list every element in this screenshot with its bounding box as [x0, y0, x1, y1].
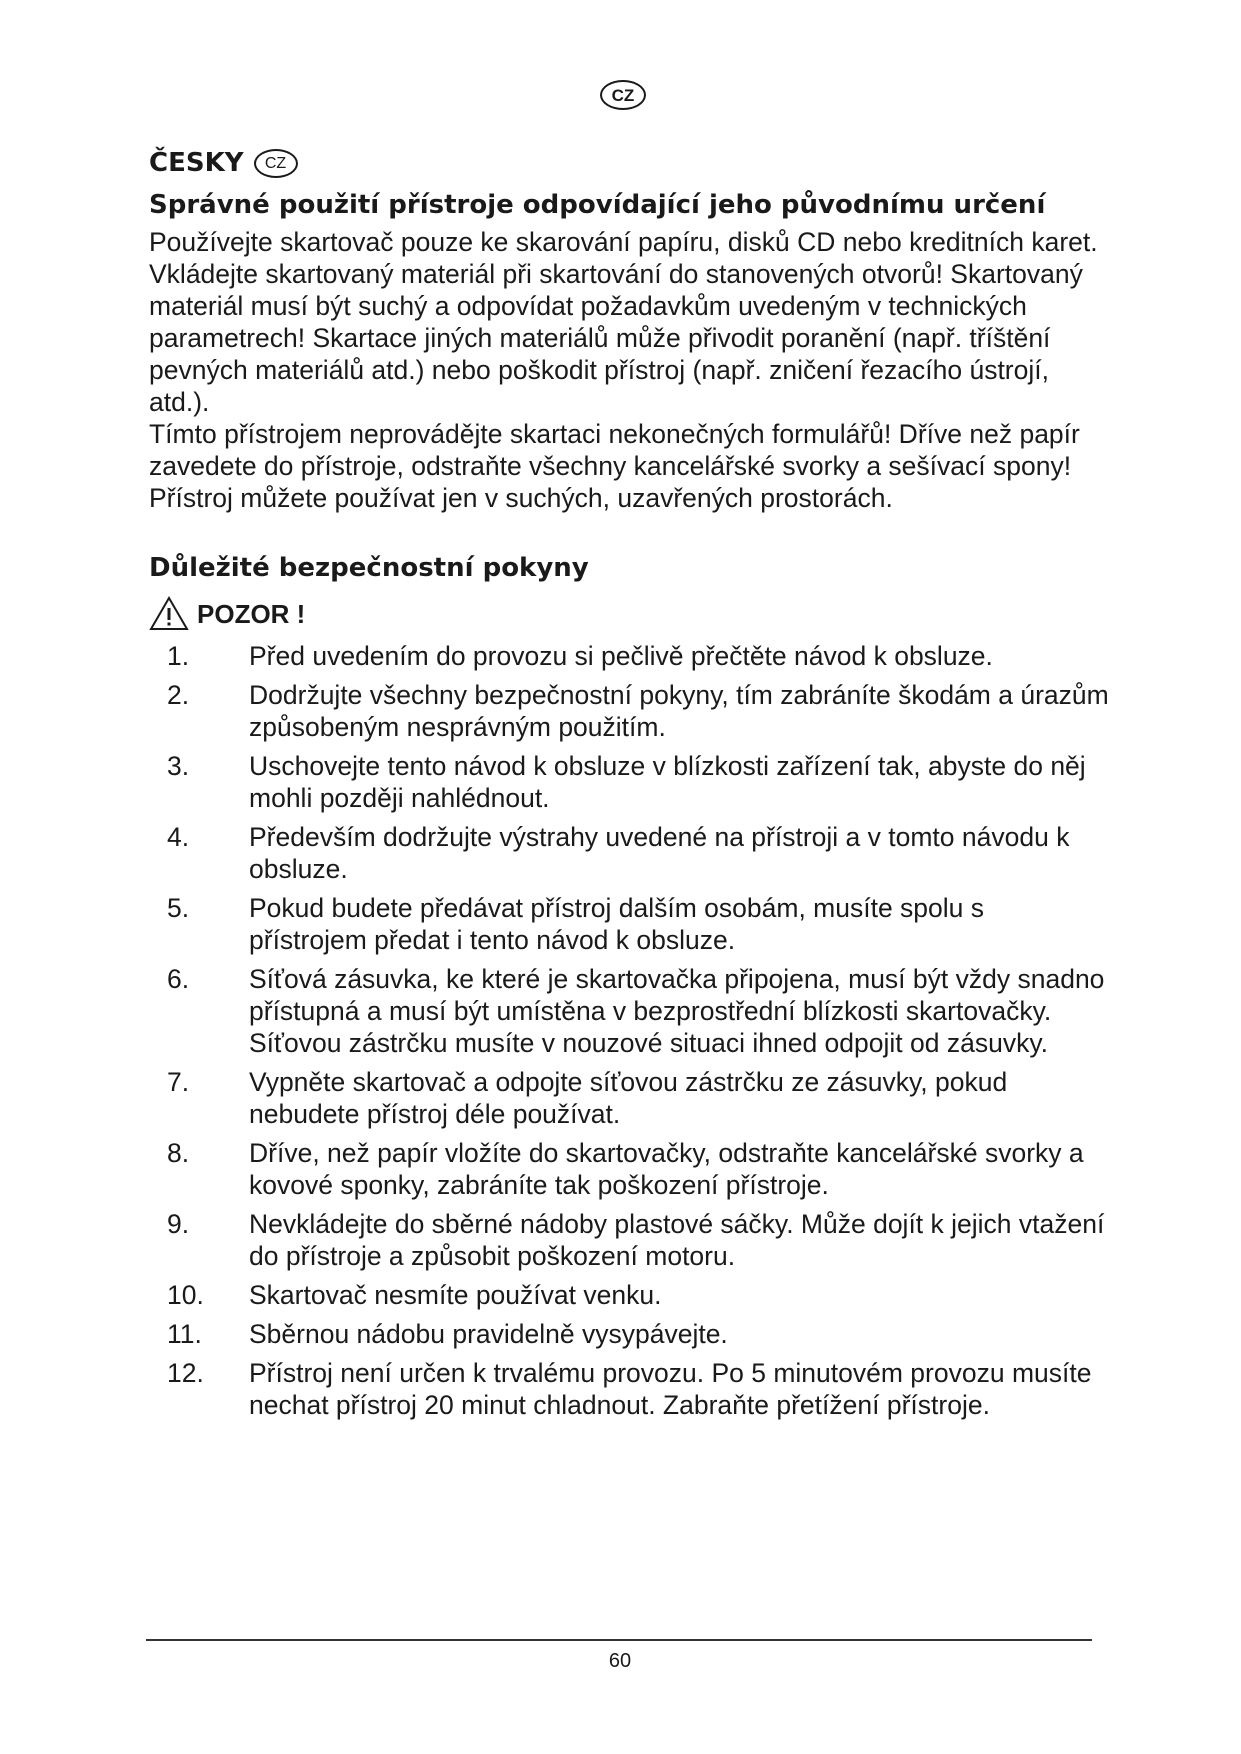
- item-text: Dodržujte všechny bezpečnostní pokyny, tím zabráníte škodám a úrazům způsobeným nesprávným použitím.: [249, 680, 1109, 742]
- page-content: [149, 142, 1109, 1428]
- safety-title: Důležité bezpečnostní pokyny: [149, 553, 589, 583]
- item-text: Vypněte skartovač a odpojte síťovou zástrčku ze zásuvky, pokud nebudete přístroj déle používat.: [249, 1067, 1008, 1129]
- item-number: 6.: [167, 964, 190, 994]
- item-text: Přístroj není určen k trvalému provozu. Po 5 minutovém provozu musíte nechat přístroj 20 minut chladnout. Zabraňte přetížení přístroje.: [249, 1358, 1092, 1420]
- list-item: [149, 1066, 1109, 1130]
- list-item: [149, 1279, 1109, 1311]
- list-item: [149, 679, 1109, 743]
- item-number: 8.: [167, 1138, 190, 1168]
- item-number: 9.: [167, 1209, 190, 1239]
- item-text: Především dodržujte výstrahy uvedené na přístroji a v tomto návodu k obsluze.: [249, 822, 1070, 884]
- item-number: 11.: [167, 1319, 202, 1349]
- paragraph: Používejte skartovač pouze ke skarování papíru, disků CD nebo kreditních karet. Vkládejte skartovaný materiál při skartování do stanovených otvorů! Skartovaný materiál musí být suchý a odpovídat požadavkům uvedeným v technických parametrech! Skartace jiných materiálů může přivodit poranění (např. tříštění pevných materiálů atd.) nebo poškodit přístroj (např. zničení řezacího ústrojí, atd.).: [149, 227, 1098, 417]
- language-badge: CZ: [600, 80, 646, 110]
- list-item: [149, 963, 1109, 1059]
- section-subtitle: Správné použití přístroje odpovídající jeho původnímu určení: [149, 190, 1046, 220]
- section-title: [149, 142, 1109, 184]
- list-item: [149, 892, 1109, 956]
- item-text: Sběrnou nádobu pravidelně vysypávejte.: [249, 1319, 728, 1349]
- item-number: 12.: [167, 1358, 204, 1388]
- section-language-badge: CZ: [254, 149, 298, 178]
- item-number: 4.: [167, 822, 190, 852]
- item-number: 1.: [167, 641, 190, 671]
- warning-label: POZOR !: [197, 598, 306, 629]
- item-text: Pokud budete předávat přístroj dalším osobám, musíte spolu s přístrojem předat i tento návod k obsluze.: [249, 893, 985, 955]
- footer-divider: [146, 1639, 1092, 1641]
- list-item: [149, 1208, 1109, 1272]
- list-item: [149, 750, 1109, 814]
- safety-list: [149, 640, 1109, 1421]
- item-number: 2.: [167, 680, 190, 710]
- warning-triangle-icon: [149, 596, 189, 632]
- page-number: 60: [608, 1650, 632, 1672]
- list-item: [149, 1357, 1109, 1421]
- list-item: [149, 640, 1109, 672]
- list-item: [149, 1318, 1109, 1350]
- item-text: Před uvedením do provozu si pečlivě přečtěte návod k obsluze.: [249, 641, 993, 671]
- item-text: Uschovejte tento návod k obsluze v blízkosti zařízení tak, abyste do něj mohli později nahlédnout.: [249, 751, 1086, 813]
- item-number: 7.: [167, 1067, 190, 1097]
- item-text: Skartovač nesmíte používat venku.: [249, 1280, 662, 1310]
- list-item: [149, 821, 1109, 885]
- paragraph: Přístroj můžete používat jen v suchých, uzavřených prostorách.: [149, 483, 893, 513]
- section-title-text: ČESKY: [149, 148, 244, 178]
- item-text: Síťová zásuvka, ke které je skartovačka připojena, musí být vždy snadno přístupná a musí být umístěna v bezprostřední blízkosti skartovačky. Síťovou zástrčku musíte v nouzové situaci ihned odpojit od zásuvky.: [249, 964, 1105, 1058]
- item-number: 3.: [167, 751, 190, 781]
- list-item: [149, 1137, 1109, 1201]
- item-number: 10.: [167, 1280, 204, 1310]
- item-text: Nevkládejte do sběrné nádoby plastové sáčky. Může dojít k jejich vtažení do přístroje a způsobit poškození motoru.: [249, 1209, 1105, 1271]
- paragraph: Tímto přístrojem neprovádějte skartaci nekonečných formulářů! Dříve než papír zavedete do přístroje, odstraňte všechny kancelářské svorky a sešívací spony!: [149, 419, 1080, 481]
- item-number: 5.: [167, 893, 190, 923]
- item-text: Dříve, než papír vložíte do skartovačky, odstraňte kancelářské svorky a kovové sponky, zabráníte tak poškození přístroje.: [249, 1138, 1084, 1200]
- warning-header: [149, 592, 1109, 636]
